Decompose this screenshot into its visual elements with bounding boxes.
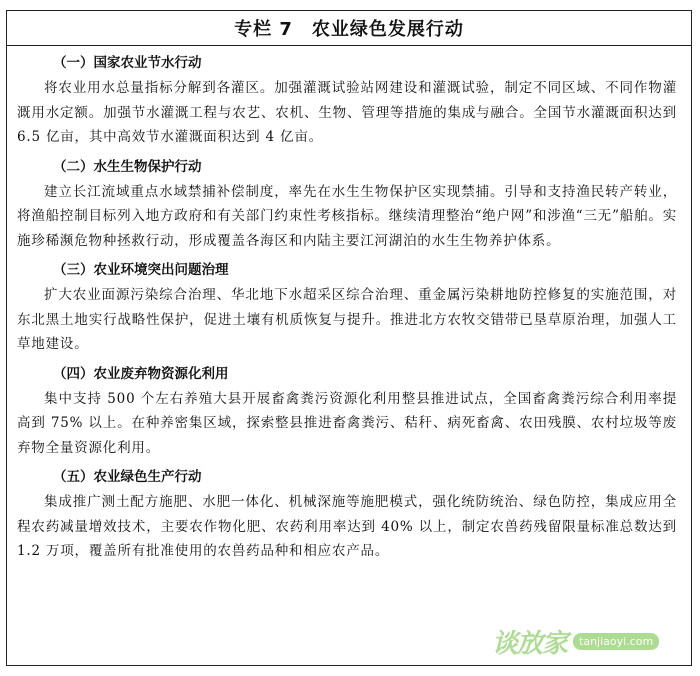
section-environment (17, 257, 677, 357)
section-waste-utilization (17, 361, 677, 461)
column-title: 专栏 7 农业绿色发展行动 (234, 19, 464, 40)
section-heading: （二）水生生物保护行动 (53, 158, 202, 175)
section-heading: （三）农业环境突出问题治理 (53, 262, 229, 278)
section-body: 将农业用水总量指标分解到各灌区。加强灌溉试验站网建设和灌溉试验，制定不同区域、不同作物灌溉用水定额。加强节水灌溉工程与农艺、农机、生物、管理等措施的集成与融合。全国节水灌溉面积达到 6.5 亿亩，其中高效节水灌溉面积达到 4 亿亩。 (17, 80, 677, 145)
section-body: 集中支持 500 个左右养殖大县开展畜禽粪污资源化利用整县推进试点，全国畜禽粪污综合利用率提高到 75% 以上。在种养密集区域，探索整县推进畜禽粪污、秸秆、病死畜禽、农田残膜、农村垃圾等废弃物全量资源化利用。 (17, 390, 677, 456)
site-watermark (492, 618, 692, 664)
column-content (7, 50, 691, 564)
section-aquatic-protection (17, 154, 677, 254)
section-heading: （五）农业绿色生产行动 (53, 469, 202, 485)
watermark-url: tanjiaoyi.com (573, 633, 659, 650)
section-body: 建立长江流域重点水域禁捕补偿制度，率先在水生生物保护区实现禁捕。引导和支持渔民转产转业，将渔船控制目标列入地方政府和有关部门约束性考核指标。继续清理整治“绝户网”和涉渔“三无”船舶。实施珍稀濒危物种拯救行动，形成覆盖各海区和内陆主要江河湖泊的水生生物养护体系。 (17, 183, 678, 249)
section-heading: （一）国家农业节水行动 (53, 55, 202, 71)
section-body: 扩大农业面源污染综合治理、华北地下水超采区综合治理、重金属污染耕地防控修复的实施范围，对东北黑土地实行战略性保护，促进土壤有机质恢复与提升。推进北方农牧交错带已垦草原治理，加强人工草地建设。 (17, 287, 677, 352)
section-heading: （四）农业废弃物资源化利用 (53, 365, 229, 382)
title-bar (7, 11, 691, 46)
watermark-logo: 谈放家 (492, 628, 568, 659)
section-body: 集成推广测土配方施肥、水肥一体化、机械深施等施肥模式，强化统防统治、绿色防控，集成应用全程农药减量增效技术，主要农作物化肥、农药利用率达到 40% 以上，制定农兽药残留限量标准总数达到 1.2 万项，覆盖所有批准使用的农兽药品种和相应农产品。 (17, 494, 677, 559)
section-water-saving (17, 50, 677, 150)
section-green-production (17, 464, 677, 564)
column-box (6, 10, 692, 666)
